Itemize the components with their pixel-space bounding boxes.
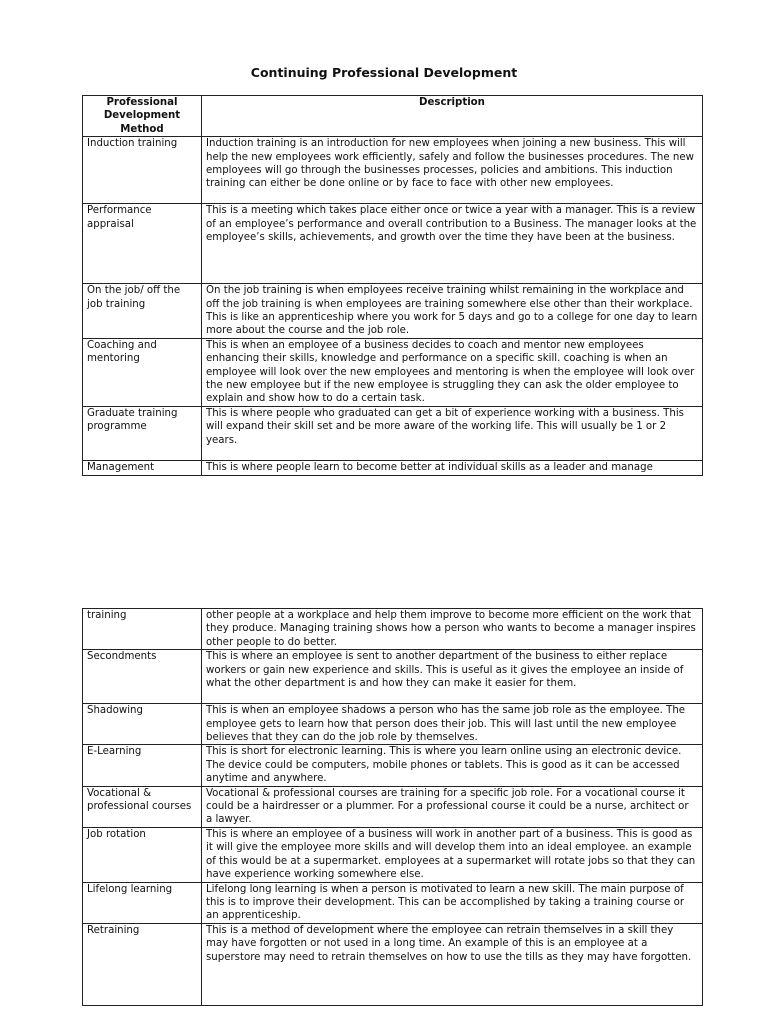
method-cell: Coaching and mentoring [83, 338, 202, 406]
method-cell: Management [83, 460, 202, 475]
table-row [83, 745, 703, 786]
method-cell: Graduate training programme [83, 406, 202, 460]
description-cell: This is where people who graduated can get a bit of experience working with a business. This will expand their skill set and be more aware of the working life. This will usually be 1 or 2 years. [202, 406, 703, 460]
description-cell: This is where an employee is sent to another department of the business to either replace workers or gain new experience and skills. This is useful as it gives the employee an inside of what the other department is and how they can make it easier for them. [202, 650, 703, 704]
cpd-table-part-1 [82, 95, 703, 476]
table-row [83, 338, 703, 406]
description-cell: This is when an employee shadows a person who has the same job role as the employee. The employee gets to learn how that person does their job. This will last until the new employee believes that they can do the job role by themselves. [202, 704, 703, 745]
table-row [83, 609, 703, 650]
description-cell: This is a method of development where the employee can retrain themselves in a skill they may have forgotten or not used in a long time. An example of this is an employee at a superstore may need to retrain themselves on how to use the tills as they may have forgotten. [202, 923, 703, 1005]
description-column-header: Description [202, 96, 703, 137]
page-title: Continuing Professional Development [250, 65, 518, 80]
table-row [83, 704, 703, 745]
description-cell: This is when an employee of a business decides to coach and mentor new employees enhancing their skills, knowledge and performance on a specific skill. coaching is when an employee will look over the new employees and mentoring is when the employee will look over the new employee but if the new employee is struggling they can ask the older employee to explain and show how to do a certain task. [202, 338, 703, 406]
table-row [83, 882, 703, 923]
table-row [83, 786, 703, 827]
method-column-header: Professional Development Method [83, 96, 202, 137]
table-row [83, 650, 703, 704]
table-row [83, 284, 703, 339]
method-cell: training [83, 609, 202, 650]
method-cell: E-Learning [83, 745, 202, 786]
description-cell: Lifelong long learning is when a person is motivated to learn a new skill. The main purpose of this is to improve their development. This can be accomplished by taking a training course or an apprenticeship. [202, 882, 703, 923]
method-cell: Shadowing [83, 704, 202, 745]
description-cell: This is where people learn to become better at individual skills as a leader and manage [202, 460, 703, 475]
description-cell: On the job training is when employees receive training whilst remaining in the workplace and off the job training is when employees are training somewhere else other than their workplace. This is like an apprenticeship where you work for 5 days and go to a college for one day to learn more about the course and the job role. [202, 284, 703, 339]
table-header-row [83, 96, 703, 137]
method-cell: Secondments [83, 650, 202, 704]
method-cell: Performance appraisal [83, 204, 202, 284]
table-row [83, 923, 703, 1005]
table-row [83, 406, 703, 460]
description-cell: other people at a workplace and help them improve to become more efficient on the work that they produce. Managing training shows how a person who wants to become a manager inspires other people to do better. [202, 609, 703, 650]
method-cell: Vocational & professional courses [83, 786, 202, 827]
method-cell: Retraining [83, 923, 202, 1005]
description-cell: This is where an employee of a business will work in another part of a business. This is good as it will give the employee more skills and will develop them into an ideal employee. an example of this would be at a supermarket. employees at a supermarket will rotate jobs so that they can have experience working somewhere else. [202, 827, 703, 882]
cpd-table-part-2 [82, 608, 703, 1006]
method-cell: Induction training [83, 137, 202, 204]
method-cell: Lifelong learning [83, 882, 202, 923]
description-cell: This is short for electronic learning. This is where you learn online using an electronic device. The device could be computers, mobile phones or tablets. This is good as it can be accessed anytime and anywhere. [202, 745, 703, 786]
table-row [83, 460, 703, 475]
table-row [83, 827, 703, 882]
method-cell: Job rotation [83, 827, 202, 882]
description-cell: Vocational & professional courses are training for a specific job role. For a vocational course it could be a hairdresser or a plummer. For a professional course it could be a nurse, architect or a lawyer. [202, 786, 703, 827]
description-cell: This is a meeting which takes place either once or twice a year with a manager. This is a review of an employee’s performance and overall contribution to a Business. The manager looks at the employee’s skills, achievements, and growth over the time they have been at the business. [202, 204, 703, 284]
description-cell: Induction training is an introduction for new employees when joining a new business. This will help the new employees work efficiently, safely and follow the businesses procedures. The new employees will go through the businesses processes, policies and ambitions. This induction training can either be done online or by face to face with other new employees. [202, 137, 703, 204]
table-row [83, 204, 703, 284]
table-row [83, 137, 703, 204]
method-cell: On the job/ off the job training [83, 284, 202, 339]
